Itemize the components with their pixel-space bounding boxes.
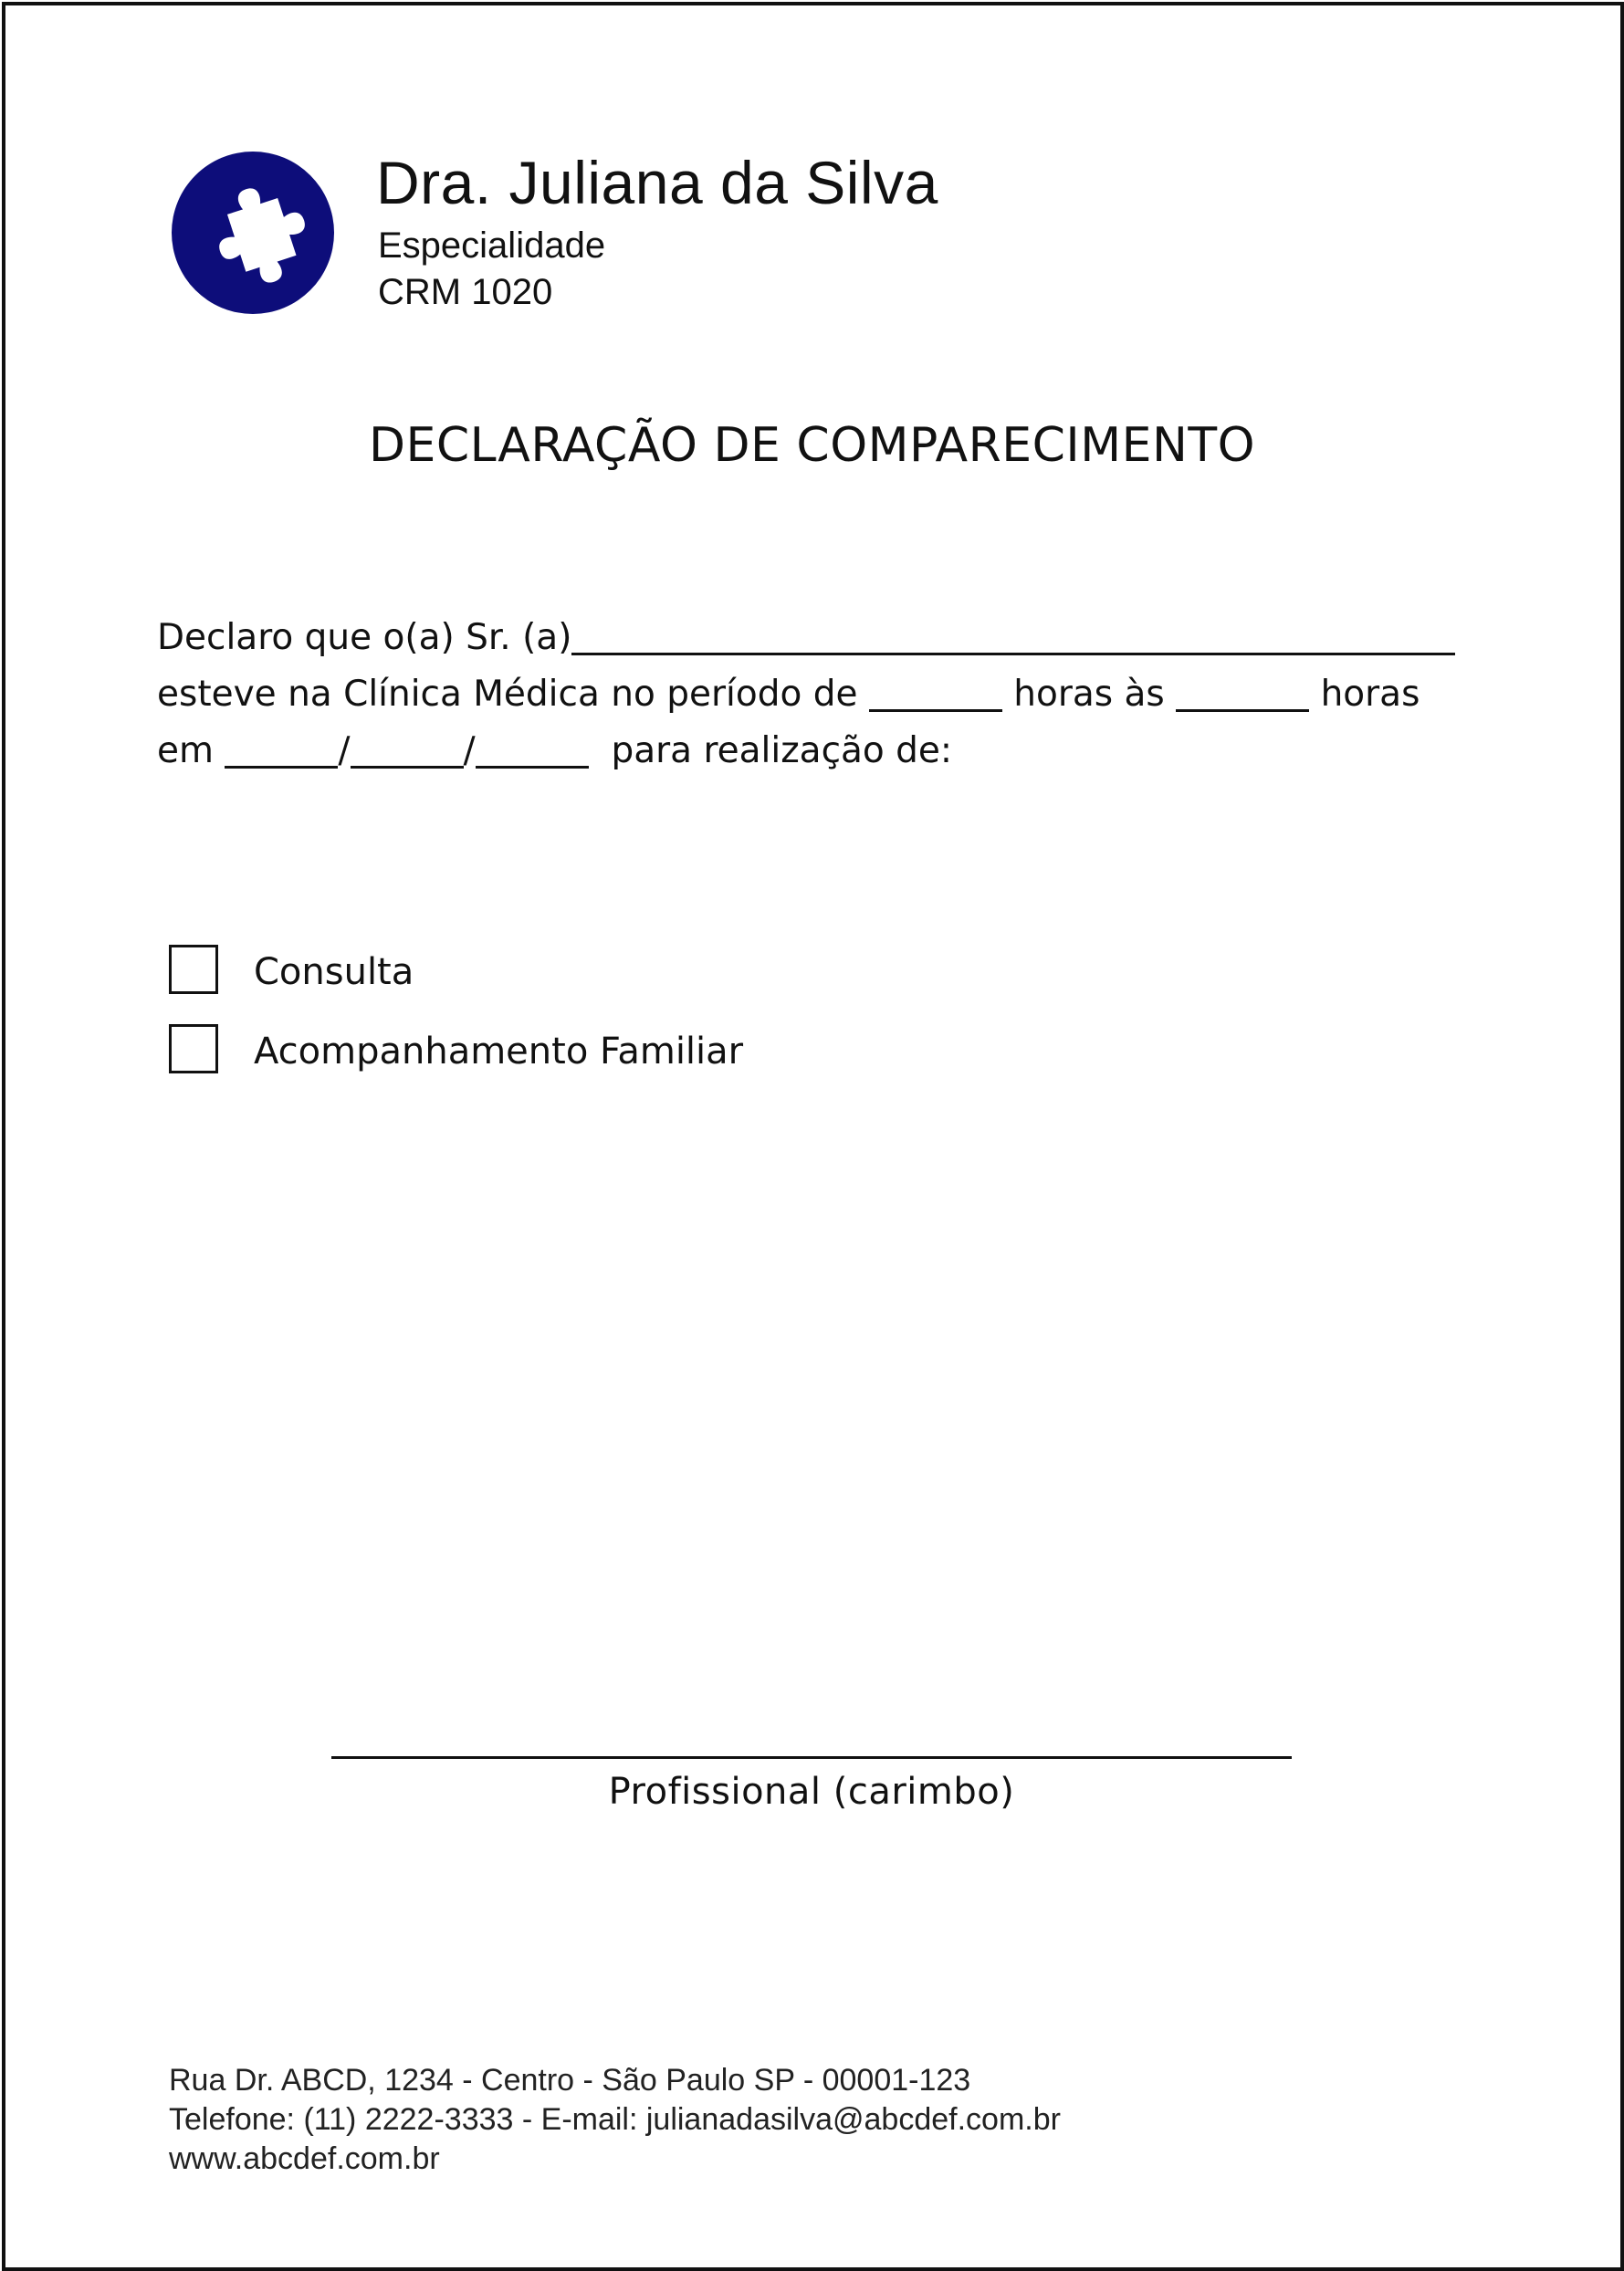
date-day-field[interactable] [225, 730, 338, 769]
patient-name-field[interactable] [571, 617, 1455, 655]
end-hour-field[interactable] [1176, 674, 1309, 712]
puzzle-piece-icon [172, 152, 334, 314]
acompanhamento-label: Acompanhamento Familiar [254, 1031, 744, 1073]
date-separator: / [338, 730, 351, 771]
crm-number: CRM 1020 [378, 272, 553, 312]
purpose-text: para realização de: [611, 730, 953, 771]
declaration-line-1 [157, 617, 1455, 658]
hours-text: horas [1320, 674, 1420, 715]
declaration-line-3 [157, 730, 952, 771]
start-hour-field[interactable] [869, 674, 1002, 712]
footer-address: Rua Dr. ABCD, 1234 - Centro - São Paulo SP - 00001-123 [169, 2063, 971, 2098]
declaration-text: Declaro que o(a) Sr. (a) [157, 617, 572, 658]
signature-line [331, 1756, 1292, 1759]
date-separator: / [463, 730, 476, 771]
date-year-field[interactable] [476, 730, 589, 769]
period-text: esteve na Clínica Médica no período de [157, 674, 858, 715]
document-title: DECLARAÇÃO DE COMPARECIMENTO [368, 418, 1256, 473]
doctor-name: Dra. Juliana da Silva [376, 149, 938, 216]
consulta-label: Consulta [254, 951, 414, 993]
acompanhamento-checkbox[interactable] [169, 1024, 218, 1073]
footer-website: www.abcdef.com.br [169, 2141, 440, 2176]
footer-contact: Telefone: (11) 2222-3333 - E-mail: julianadasilva@abcdef.com.br [169, 2102, 1061, 2137]
consulta-checkbox[interactable] [169, 945, 218, 994]
page-border [2, 2, 1624, 2271]
date-prefix-text: em [157, 730, 214, 771]
declaration-line-2 [157, 674, 1420, 715]
hours-to-text: horas às [1013, 674, 1165, 715]
date-month-field[interactable] [351, 730, 464, 769]
specialty: Especialidade [378, 225, 606, 266]
signature-label: Profissional (carimbo) [608, 1771, 1015, 1813]
